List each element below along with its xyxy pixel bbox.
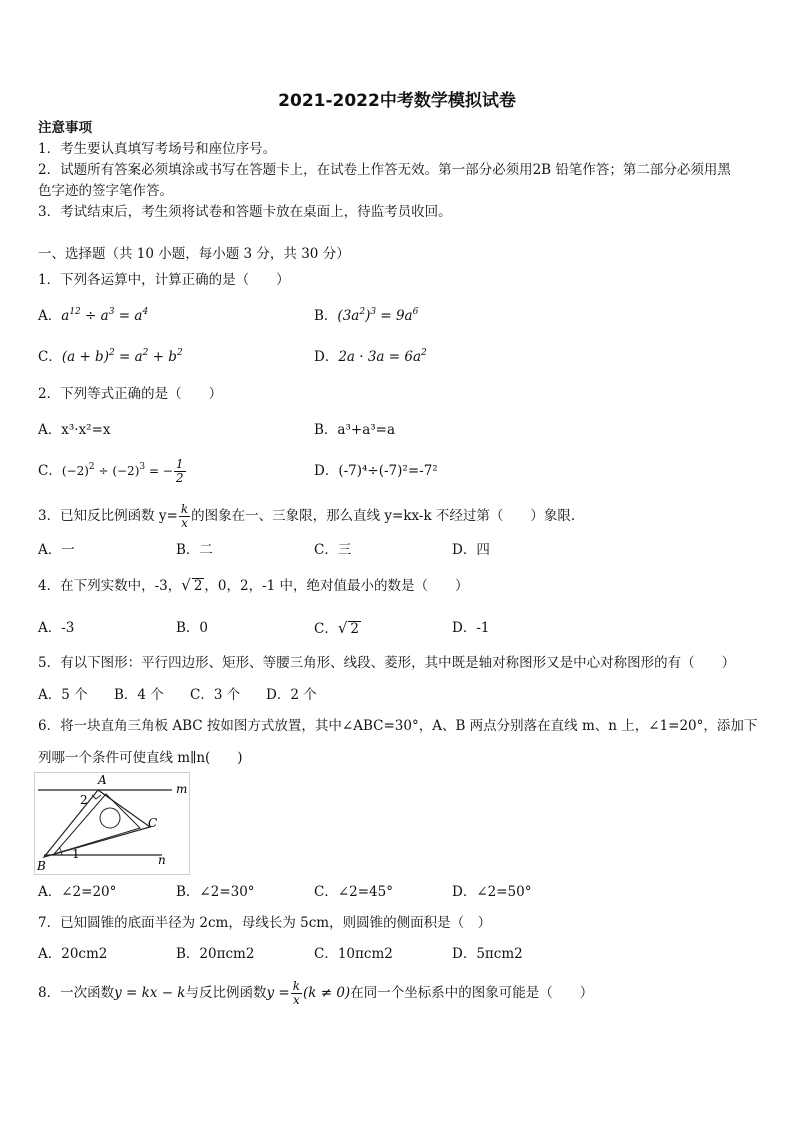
label-angle-1: 1: [72, 847, 80, 861]
q7-option-b[interactable]: B．20πcm2: [176, 946, 255, 962]
q1-option-a-label: A．: [38, 308, 62, 324]
q6-figure: [34, 772, 192, 876]
q4-option-b[interactable]: B．0: [176, 620, 209, 636]
q7-option-c[interactable]: C．10πcm2: [314, 946, 393, 962]
q6-option-a[interactable]: A．∠2=20°: [38, 884, 117, 900]
section-heading: 一、选择题（共 10 小题，每小题 3 分，共 30 分）: [38, 246, 350, 262]
q1-option-b[interactable]: B．$(3a^2)^3 = 9a^6$: [314, 307, 419, 324]
q5-stem: 5．有以下图形：平行四边形、矩形、等腰三角形、线段、菱形，其中既是轴对称图形又是中心对称图形的有（ ）: [38, 655, 736, 671]
q3-option-b[interactable]: B．二: [176, 542, 213, 558]
q5-option-d[interactable]: D．2 个: [266, 687, 317, 703]
q2-option-d[interactable]: D．(-7)⁴÷(-7)²=-7²: [314, 463, 438, 479]
label-m: m: [176, 782, 188, 796]
q2-option-c-label: C．: [38, 463, 62, 479]
label-n: n: [158, 853, 166, 867]
label-angle-2: 2: [80, 793, 88, 807]
q2-option-b[interactable]: B．a³+a³=a: [314, 422, 396, 438]
q6-option-b[interactable]: B．∠2=30°: [176, 884, 255, 900]
q6-option-d[interactable]: D．∠2=50°: [452, 884, 532, 900]
q6-option-c[interactable]: C．∠2=45°: [314, 884, 393, 900]
q5-option-a[interactable]: A．5 个: [38, 687, 88, 703]
notice-heading: 注意事项: [38, 120, 92, 136]
notice-item-2: 2．试题所有答案必须填涂或书写在答题卡上，在试卷上作答无效。第一部分必须用2B 铅笔作答；第二部分必须用黑: [38, 162, 731, 178]
q4-option-c-label: C．: [314, 621, 338, 637]
q1-option-b-label: B．: [314, 308, 338, 324]
q2-stem: 2．下列等式正确的是（ ）: [38, 386, 223, 402]
q6-stem-1: 6．将一块直角三角板 ABC 按如图方式放置，其中∠ABC=30°，A、B 两点分别落在直线 m、n 上，∠1=20°，添加下: [38, 718, 758, 734]
q7-option-d[interactable]: D．5πcm2: [452, 946, 523, 962]
q1-option-d-label: D．: [314, 349, 339, 365]
triangle-inner: [54, 794, 140, 854]
q1-option-d[interactable]: D．$2a \cdot 3a = 6a^2$: [314, 348, 427, 365]
figure-frame: [35, 773, 190, 875]
q4-option-d[interactable]: D．-1: [452, 620, 490, 636]
q3-option-a[interactable]: A．一: [38, 542, 75, 558]
label-b: B: [37, 859, 46, 873]
notice-item-3: 3．考试结束后，考生须将试卷和答题卡放在桌面上，待监考员收回。: [38, 204, 452, 220]
q4-option-c[interactable]: C．√ 2: [314, 619, 359, 637]
q1-option-c[interactable]: C．$(a + b)^2 = a^2 + b^2$: [38, 348, 183, 365]
q4-option-a[interactable]: A．-3: [38, 620, 75, 636]
triangle-hole: [100, 808, 120, 828]
q1-stem: 1．下列各运算中，计算正确的是（ ）: [38, 272, 290, 288]
q7-option-a[interactable]: A．20cm2: [38, 946, 108, 962]
page-title: 2021-2022中考数学模拟试卷: [278, 91, 516, 111]
q6-stem-2: 列哪一个条件可使直线 m∥n( ): [38, 750, 243, 766]
angle-1-arc: [59, 847, 62, 855]
label-a: A: [98, 773, 107, 787]
notice-item-2-cont: 色字迹的签字笔作答。: [38, 183, 173, 199]
q1-option-a[interactable]: A．$a^{12} \div a^3 = a^4$: [38, 307, 149, 324]
q8-stem: 8．一次函数y = kx − k与反比例函数y = $\frac{k}{x}$ (k ≠ 0)在同一个坐标系中的图象可能是（ ）: [38, 979, 594, 1007]
notice-item-1: 1．考生要认真填写考场号和座位序号。: [38, 141, 277, 157]
label-c: C: [148, 816, 158, 830]
q5-option-c[interactable]: C．3 个: [190, 687, 241, 703]
q3-option-d[interactable]: D．四: [452, 542, 490, 558]
q5-option-b[interactable]: B．4 个: [114, 687, 164, 703]
q1-option-c-label: C．: [38, 349, 62, 365]
q7-stem: 7．已知圆锥的底面半径为 2cm，母线长为 5cm，则圆锥的侧面积是（ ）: [38, 915, 492, 931]
q2-option-a[interactable]: A．x³·x²=x: [38, 422, 111, 438]
q3-option-c[interactable]: C．三: [314, 542, 352, 558]
q3-stem: 3．已知反比例函数 y= $\frac{k}{x}$ 的图象在一、三象限，那么直线 y=kx-k 不经过第（ ）象限.: [38, 502, 576, 530]
q2-option-c[interactable]: C．$(-2)^2 \div (-2)^3$ = − $\frac{1}{2}$: [38, 457, 184, 485]
q4-stem: 4．在下列实数中，-3，√ 2 ，0，2，-1 中，绝对值最小的数是（ ）: [38, 576, 469, 594]
